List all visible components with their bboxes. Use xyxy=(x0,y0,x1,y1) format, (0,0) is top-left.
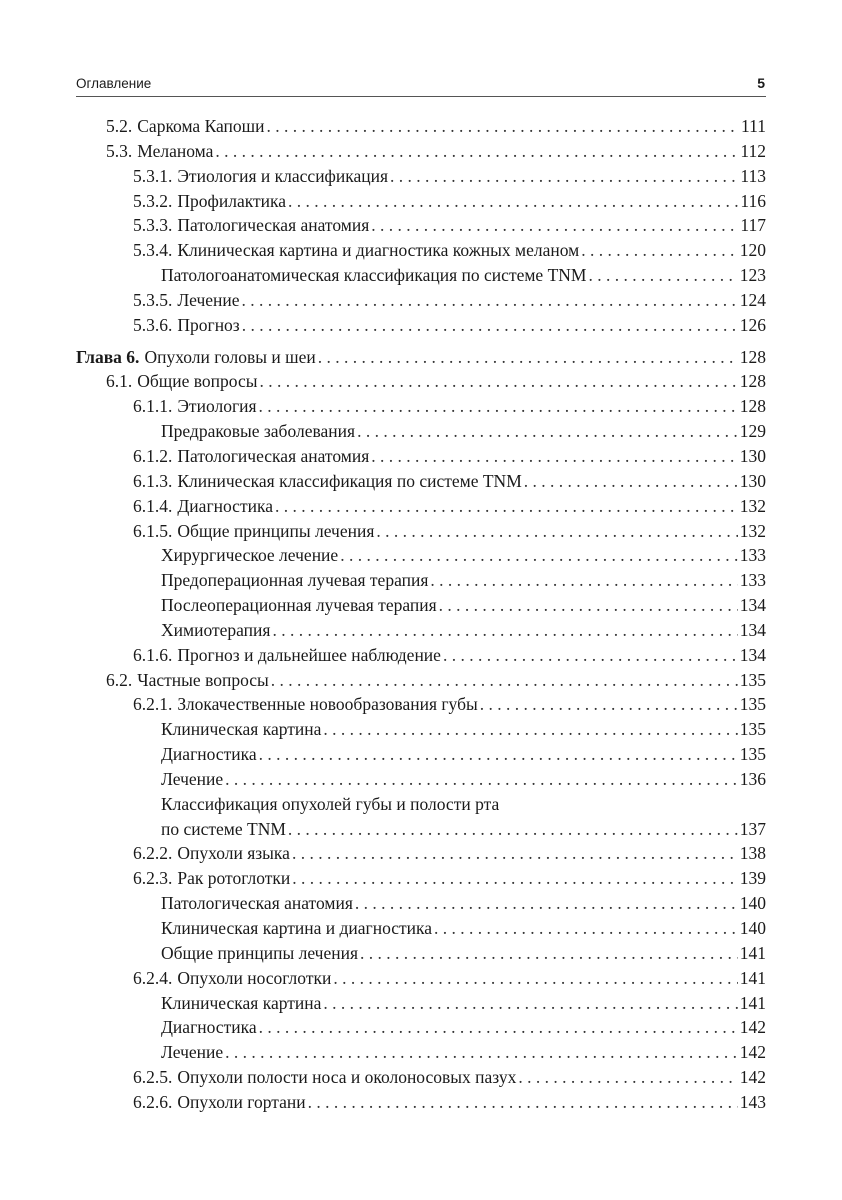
toc-entry-title xyxy=(161,941,358,966)
toc-entry[interactable] xyxy=(76,263,766,288)
toc-page-number: 134 xyxy=(739,644,766,665)
toc-entry-text: Хирургическое лечение xyxy=(161,545,339,566)
toc-entry-title xyxy=(106,369,258,394)
dot-leader xyxy=(371,444,737,469)
toc-entry-title xyxy=(161,419,355,444)
toc-entry-title xyxy=(161,817,286,842)
toc-entry[interactable] xyxy=(76,643,766,668)
toc-entry-title xyxy=(133,469,522,494)
toc-entry-text: Лечение xyxy=(161,1042,224,1063)
dot-leader xyxy=(225,1040,738,1065)
toc-entry[interactable] xyxy=(76,519,766,544)
running-header xyxy=(76,72,766,97)
toc-entry-title xyxy=(161,618,270,643)
dot-leader xyxy=(292,841,738,866)
toc-page-number: 112 xyxy=(740,140,766,161)
toc-entry-text: Частные вопросы xyxy=(137,669,269,690)
dot-leader xyxy=(260,369,738,394)
toc-entry-title xyxy=(133,288,240,313)
section-number: 6.2.6. xyxy=(133,1091,173,1112)
toc-entry[interactable] xyxy=(76,313,766,338)
toc-entry[interactable] xyxy=(76,213,766,238)
toc-entry-text: Опухоли носоглотки xyxy=(177,967,332,988)
toc-entry[interactable] xyxy=(76,593,766,618)
toc-entry[interactable] xyxy=(76,419,766,444)
toc-entry-text: Опухоли языка xyxy=(177,843,290,864)
toc-entry-title xyxy=(161,717,321,742)
dot-leader xyxy=(242,313,738,338)
page-number: 5 xyxy=(757,75,765,91)
toc-entry-text: Прогноз и дальнейшее наблюдение xyxy=(177,644,441,665)
toc-entry-text: Клиническая картина и диагностика кожных меланом xyxy=(177,240,580,261)
toc-entry-title xyxy=(133,213,369,238)
toc-page-number: 138 xyxy=(739,843,766,864)
toc-page-number: 132 xyxy=(739,520,766,541)
dot-leader xyxy=(318,345,738,370)
toc-page-number: 117 xyxy=(740,215,766,236)
toc-entry-title xyxy=(161,543,338,568)
toc-entry[interactable] xyxy=(76,891,766,916)
toc-entry-text: Клиническая картина xyxy=(161,719,322,740)
dot-leader xyxy=(215,139,738,164)
toc-entry-text: Патологическая анатомия xyxy=(177,445,370,466)
toc-entry[interactable] xyxy=(76,288,766,313)
toc-page-number: 133 xyxy=(739,545,766,566)
section-number: 6.1.6. xyxy=(133,644,173,665)
toc-entry-text: Патологоанатомическая классификация по системе TNM xyxy=(161,265,587,286)
toc-page-number: 126 xyxy=(739,314,766,335)
toc-entry-title xyxy=(133,866,290,891)
section-number: 6.2.1. xyxy=(133,694,173,715)
dot-leader xyxy=(292,866,738,891)
toc-entry-text: Диагностика xyxy=(177,495,273,516)
chapter-number: Глава 6. xyxy=(76,346,140,367)
toc-entry-text: Общие принципы лечения xyxy=(177,520,375,541)
toc-entry-title xyxy=(76,345,316,370)
toc-page-number: 134 xyxy=(739,595,766,616)
toc-page-number: 142 xyxy=(739,1017,766,1038)
toc-entry[interactable] xyxy=(76,767,766,792)
toc-entry-text: Этиология xyxy=(177,396,257,417)
toc-entry[interactable] xyxy=(76,189,766,214)
toc-entry-title xyxy=(161,742,257,767)
toc-entry-title xyxy=(133,966,331,991)
toc-page-number: 142 xyxy=(739,1067,766,1088)
toc-page-number: 133 xyxy=(739,570,766,591)
toc-entry-text: Лечение xyxy=(177,289,240,310)
toc-page-number: 139 xyxy=(739,868,766,889)
toc-page-number: 111 xyxy=(741,116,766,136)
toc-page-number: 129 xyxy=(739,421,766,442)
toc-entry-text: Прогноз xyxy=(177,314,240,335)
dot-leader xyxy=(371,213,738,238)
toc-entry-title xyxy=(161,767,223,792)
toc-entry-text: Предраковые заболевания xyxy=(161,421,356,442)
toc-page-number: 124 xyxy=(739,289,766,310)
toc-entry-title xyxy=(161,1040,223,1065)
section-number: 6.1.1. xyxy=(133,396,173,417)
toc-entry-text: Лечение xyxy=(161,768,224,789)
toc-entry-title xyxy=(133,444,369,469)
section-number: 6.2.3. xyxy=(133,868,173,889)
dot-leader xyxy=(288,189,738,214)
toc-entry-text: Клиническая картина xyxy=(161,992,322,1013)
toc-entry-title xyxy=(133,643,441,668)
toc-page-number: 135 xyxy=(739,669,766,690)
dot-leader xyxy=(275,494,738,519)
running-header-title: Оглавление xyxy=(76,76,152,91)
dot-leader xyxy=(267,114,740,139)
section-number: 6.2. xyxy=(106,669,133,690)
dot-leader xyxy=(430,568,737,593)
toc-entry-title xyxy=(133,841,290,866)
toc-entry-title-line: Классификация опухолей губы и полости рта xyxy=(161,793,500,814)
section-number: 6.1.5. xyxy=(133,520,173,541)
toc-page-number: 128 xyxy=(739,371,766,392)
dot-leader xyxy=(272,618,737,643)
toc-entry-text: Общие принципы лечения xyxy=(161,942,359,963)
section-number: 6.2.2. xyxy=(133,843,173,864)
toc-entry[interactable] xyxy=(76,238,766,263)
toc-entry[interactable] xyxy=(76,1065,766,1090)
toc-entry-text: Рак ротоглотки xyxy=(177,868,291,889)
dot-leader xyxy=(242,288,738,313)
dot-leader xyxy=(323,717,737,742)
dot-leader xyxy=(355,891,738,916)
section-number: 6.1. xyxy=(106,371,133,392)
toc-entry-text: по системе TNM xyxy=(161,818,286,839)
toc-entry-text: Опухоли полости носа и околоносовых пазух xyxy=(177,1067,517,1088)
toc-entry-title xyxy=(133,519,374,544)
table-of-contents xyxy=(76,114,766,1115)
toc-entry-text: Патологическая анатомия xyxy=(161,893,353,914)
section-number: 5.3.3. xyxy=(133,215,173,236)
toc-entry-title xyxy=(133,189,286,214)
toc-entry[interactable] xyxy=(76,345,766,370)
toc-entry-title xyxy=(133,692,478,717)
dot-leader xyxy=(581,238,737,263)
toc-page-number: 141 xyxy=(739,992,766,1013)
dot-leader xyxy=(360,941,738,966)
section-number: 5.2. xyxy=(106,116,133,136)
toc-entry[interactable] xyxy=(76,394,766,419)
dot-leader xyxy=(480,692,738,717)
toc-page-number: 128 xyxy=(739,346,766,367)
dot-leader xyxy=(308,1090,738,1115)
toc-entry-text: Клиническая классификация по системе TNM xyxy=(177,470,522,491)
dot-leader xyxy=(524,469,738,494)
toc-entry-text: Профилактика xyxy=(177,190,287,211)
dot-leader xyxy=(434,916,738,941)
toc-entry-title xyxy=(133,238,579,263)
dot-leader xyxy=(518,1065,737,1090)
dot-leader xyxy=(225,767,738,792)
section-number: 5.3. xyxy=(106,140,133,161)
toc-entry-text: Меланома xyxy=(137,140,214,161)
toc-entry[interactable] xyxy=(76,618,766,643)
toc-entry-title xyxy=(133,494,273,519)
toc-page-number: 128 xyxy=(739,396,766,417)
toc-entry-text: Опухоли гортани xyxy=(177,1091,306,1112)
toc-entry-title xyxy=(161,593,437,618)
dot-leader xyxy=(288,817,738,842)
toc-entry[interactable] xyxy=(76,966,766,991)
toc-page-number: 136 xyxy=(739,768,766,789)
section-number: 5.3.1. xyxy=(133,165,173,186)
toc-entry[interactable] xyxy=(76,742,766,767)
toc-page-number: 134 xyxy=(739,619,766,640)
toc-page-number: 141 xyxy=(739,967,766,988)
toc-entry-text: Саркома Капоши xyxy=(137,116,265,136)
toc-entry-title xyxy=(161,916,432,941)
toc-entry-title xyxy=(133,1065,516,1090)
dot-leader xyxy=(390,164,738,189)
section-number: 6.1.3. xyxy=(133,470,173,491)
toc-entry-title xyxy=(161,891,353,916)
toc-entry[interactable] xyxy=(76,866,766,891)
toc-entry[interactable] xyxy=(76,817,766,842)
section-number: 6.1.4. xyxy=(133,495,173,516)
toc-page-number: 120 xyxy=(739,240,766,261)
toc-entry-title xyxy=(133,394,257,419)
toc-page-number: 143 xyxy=(739,1091,766,1112)
toc-entry[interactable] xyxy=(76,494,766,519)
section-number: 6.2.5. xyxy=(133,1067,173,1088)
toc-page-number: 141 xyxy=(739,942,766,963)
toc-entry-title xyxy=(133,313,240,338)
dot-leader xyxy=(259,742,738,767)
toc-page-number: 135 xyxy=(739,719,766,740)
dot-leader xyxy=(259,394,738,419)
section-gap xyxy=(76,338,766,345)
section-number: 6.1.2. xyxy=(133,445,173,466)
toc-page-number: 142 xyxy=(739,1042,766,1063)
toc-entry[interactable] xyxy=(76,916,766,941)
toc-entry-text: Диагностика xyxy=(161,1017,257,1038)
toc-entry[interactable] xyxy=(76,114,766,139)
toc-page-number: 130 xyxy=(739,470,766,491)
toc-entry[interactable] xyxy=(76,543,766,568)
section-number: 6.2.4. xyxy=(133,967,173,988)
toc-entry-text: Патологическая анатомия xyxy=(177,215,370,236)
toc-entry-text: Клиническая картина и диагностика xyxy=(161,918,433,938)
dot-leader xyxy=(588,263,737,288)
toc-entry-title xyxy=(161,991,321,1016)
toc-entry-title xyxy=(106,139,213,164)
toc-entry[interactable] xyxy=(76,139,766,164)
toc-page-number: 140 xyxy=(739,918,766,938)
dot-leader xyxy=(439,593,738,618)
dot-leader xyxy=(340,543,738,568)
toc-entry-title xyxy=(133,1090,306,1115)
dot-leader xyxy=(271,668,738,693)
toc-entry-title xyxy=(161,1015,257,1040)
toc-page-number: 123 xyxy=(739,265,766,286)
toc-entry[interactable] xyxy=(76,692,766,717)
dot-leader xyxy=(323,991,737,1016)
toc-entry[interactable] xyxy=(76,941,766,966)
toc-entry[interactable] xyxy=(76,668,766,693)
toc-entry[interactable] xyxy=(76,568,766,593)
toc-entry[interactable] xyxy=(76,369,766,394)
section-number: 5.3.6. xyxy=(133,314,173,335)
toc-entry-title xyxy=(106,114,265,139)
toc-entry[interactable] xyxy=(76,1090,766,1115)
toc-page-number: 130 xyxy=(739,445,766,466)
toc-entry[interactable] xyxy=(76,717,766,742)
toc-entry[interactable] xyxy=(76,444,766,469)
toc-page-number: 135 xyxy=(739,744,766,765)
toc-entry-title xyxy=(161,568,428,593)
toc-entry-title xyxy=(106,668,269,693)
section-number: 5.3.4. xyxy=(133,240,173,261)
section-number: 5.3.5. xyxy=(133,289,173,310)
toc-entry-text: Опухоли головы и шеи xyxy=(144,346,316,367)
toc-entry[interactable] xyxy=(76,1040,766,1065)
dot-leader xyxy=(357,419,738,444)
toc-entry-text: Послеоперационная лучевая терапия xyxy=(161,595,437,616)
toc-page-number: 135 xyxy=(739,694,766,715)
toc-page-number: 137 xyxy=(739,818,766,839)
toc-entry[interactable] xyxy=(76,991,766,1016)
toc-page-number: 140 xyxy=(739,893,766,914)
dot-leader xyxy=(376,519,737,544)
toc-entry-title xyxy=(133,164,388,189)
toc-page-number: 113 xyxy=(740,165,766,186)
toc-entry[interactable] xyxy=(76,164,766,189)
toc-entry[interactable] xyxy=(76,841,766,866)
toc-page-number: 116 xyxy=(740,190,766,211)
section-number: 5.3.2. xyxy=(133,190,173,211)
dot-leader xyxy=(443,643,738,668)
toc-page-number: 132 xyxy=(739,495,766,516)
dot-leader xyxy=(259,1015,738,1040)
toc-entry-text: Диагностика xyxy=(161,744,257,765)
toc-entry-text: Злокачественные новообразования губы xyxy=(177,694,478,715)
toc-entry-text: Этиология и классификация xyxy=(177,165,389,186)
dot-leader xyxy=(333,966,737,991)
toc-entry[interactable] xyxy=(76,469,766,494)
toc-entry-text: Общие вопросы xyxy=(137,371,258,392)
toc-entry-text: Предоперационная лучевая терапия xyxy=(161,570,429,591)
toc-entry-title xyxy=(161,263,586,288)
toc-entry-text: Химиотерапия xyxy=(161,619,271,640)
toc-entry[interactable] xyxy=(76,1015,766,1040)
